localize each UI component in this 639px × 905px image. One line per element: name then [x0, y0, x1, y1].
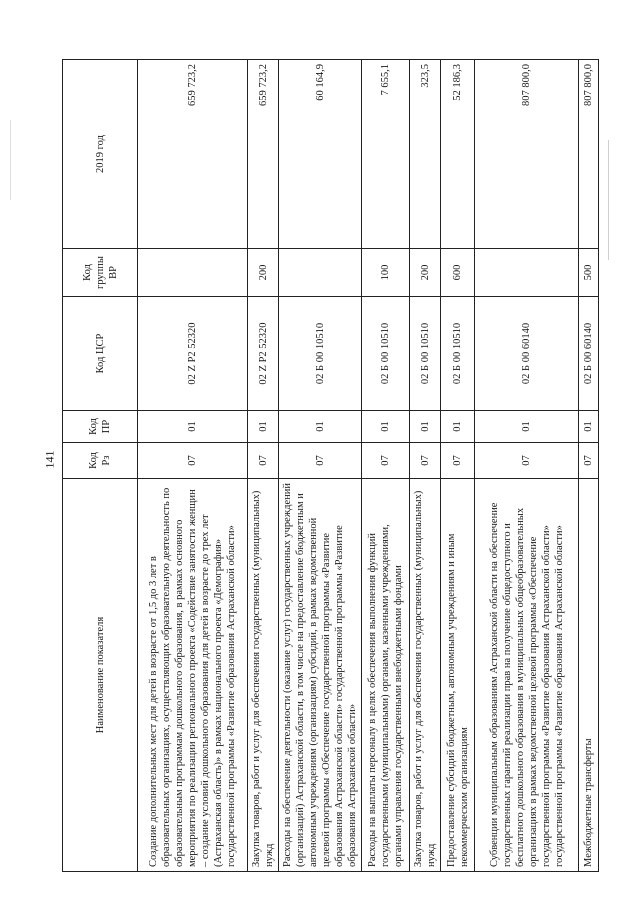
row-rz: 07	[138, 443, 248, 479]
table-row	[362, 60, 410, 872]
row-vr	[279, 249, 362, 297]
row-name: Межбюджетные трансферты	[579, 479, 599, 872]
budget-table-container	[62, 60, 594, 872]
row-name: Закупка товаров, работ и услуг для обеспечения государственных (муниципальных) нужд	[248, 479, 279, 872]
row-name: Закупка товаров, работ и услуг для обеспечения государственных (муниципальных) нужд	[410, 479, 441, 872]
row-amount: 659 723,2	[248, 60, 279, 249]
row-vr: 100	[362, 249, 410, 297]
table-row	[410, 60, 441, 872]
row-csr: 02 Б 00 10510	[362, 297, 410, 411]
row-pr: 01	[441, 411, 475, 443]
table-row	[475, 60, 579, 872]
row-vr: 600	[441, 249, 475, 297]
row-pr: 01	[279, 411, 362, 443]
row-vr: 200	[410, 249, 441, 297]
row-amount: 807 800,0	[579, 60, 599, 249]
row-pr: 01	[475, 411, 579, 443]
row-rz: 07	[475, 443, 579, 479]
row-name: Предоставление субсидий бюджетным, автономным учреждениям и иным некоммерческим организациям	[441, 479, 475, 872]
row-rz: 07	[362, 443, 410, 479]
row-pr: 01	[248, 411, 279, 443]
row-csr: 02 Z P2 52320	[248, 297, 279, 411]
table-row	[579, 60, 599, 872]
row-vr: 200	[248, 249, 279, 297]
row-pr: 01	[362, 411, 410, 443]
row-csr: 02 Б 00 10510	[441, 297, 475, 411]
table-row	[279, 60, 362, 872]
row-name: Расходы на обеспечение деятельности (оказание услуг) государственных учреждений (организаций) Астраханской области, в том числе на предоставление бюджетным и автономным учреждениям (организациям) субсидий, в рамках ведомственной целевой программы «Обеспечение государственной программы «Развитие образования Астраханской области» государственной программы «Развитие образования Астраханской области»	[279, 479, 362, 872]
table-header-row	[63, 60, 138, 872]
row-vr	[138, 249, 248, 297]
header-vr: Код группы ВР	[63, 249, 138, 297]
row-vr: 500	[579, 249, 599, 297]
row-pr: 01	[579, 411, 599, 443]
row-amount: 807 800,0	[475, 60, 579, 249]
row-csr: 02 Z P2 52320	[138, 297, 248, 411]
row-amount: 52 186,3	[441, 60, 475, 249]
row-rz: 07	[279, 443, 362, 479]
row-rz: 07	[248, 443, 279, 479]
row-rz: 07	[441, 443, 475, 479]
header-csr: Код ЦСР	[63, 297, 138, 411]
scan-artifact-line	[608, 140, 609, 260]
scan-artifact-line	[10, 120, 11, 200]
row-pr: 01	[138, 411, 248, 443]
page-number: 141	[42, 450, 57, 469]
rotated-page-content	[62, 60, 594, 872]
row-csr: 02 Б 00 60140	[579, 297, 599, 411]
header-name: Наименование показателя	[63, 479, 138, 872]
table-row	[248, 60, 279, 872]
header-rz: Код Рз	[63, 443, 138, 479]
row-amount: 323,5	[410, 60, 441, 249]
row-pr: 01	[410, 411, 441, 443]
row-name: Создание дополнительных мест для детей в возрасте от 1,5 до 3 лет в образовательных организациях, осуществляющих образовательную деятельность по образовательным программам дошкольного образования, в рамках основного мероприятия по реализации регионального проекта «Содействие занятости женщин – создание условий дошкольного образования для детей в возрасте до трех лет (Астраханская область)» в рамках национального проекта «Демография» государственной программы «Развитие образования Астраханской области»	[138, 479, 248, 872]
row-rz: 07	[410, 443, 441, 479]
row-rz: 07	[579, 443, 599, 479]
table-row	[441, 60, 475, 872]
budget-table	[62, 59, 599, 872]
row-amount: 60 164,9	[279, 60, 362, 249]
row-csr: 02 Б 00 60140	[475, 297, 579, 411]
row-vr	[475, 249, 579, 297]
row-csr: 02 Б 00 10510	[279, 297, 362, 411]
row-amount: 659 723,2	[138, 60, 248, 249]
row-amount: 7 655,1	[362, 60, 410, 249]
header-year: 2019 год	[63, 60, 138, 249]
row-csr: 02 Б 00 10510	[410, 297, 441, 411]
row-name: Субвенции муниципальным образованиям Астраханской области на обеспечение государственных гарантий реализации прав на получение общедоступного и бесплатного дошкольного образования в муниципальных общеобразовательных организациях в рамках ведомственной целевой программы «Обеспечение государственной программы «Развитие образования Астраханской области» государственной программы «Развитие образования Астраханской области»	[475, 479, 579, 872]
table-row	[138, 60, 248, 872]
header-pr: Код ПР	[63, 411, 138, 443]
row-name: Расходы на выплаты персоналу в целях обеспечения выполнения функций государственными (муниципальными) органами, казенными учреждениями, органами управления государственными внебюджетными фондами	[362, 479, 410, 872]
